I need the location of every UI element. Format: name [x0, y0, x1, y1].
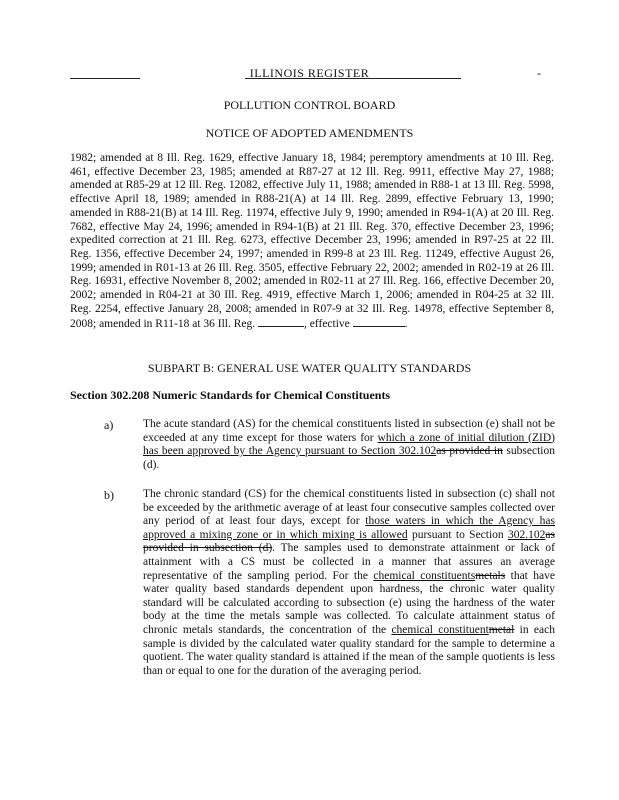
item-b-inserted-1: those waters in which the Agency has approved a mixing zone or in which mixing is allowed: [143, 515, 555, 541]
item-a-text: [143, 418, 555, 472]
subpart-heading: SUBPART B: GENERAL USE WATER QUALITY STANDARDS: [147, 361, 472, 375]
item-a-label: a): [104, 418, 114, 432]
item-b-inserted-3: chemical constituents: [373, 569, 476, 582]
item-b-deleted-1: as provided in subsection (d): [143, 528, 555, 555]
effective-date-blank: [353, 316, 405, 327]
item-b-text-4: that have water quality based standards dependent upon hardness, the chronic water quality standard will be calculated according to subsection (e) using the hardness of the water body at the time the metals sample was collected. To calculate attainment status of chronic metals standards, the concentration of the: [143, 569, 555, 636]
item-b-inserted-4: chemical constituent: [391, 623, 489, 636]
history-end-mark: .: [404, 318, 408, 331]
history-text: 1982; amended at 8 Ill. Reg. 1629, effective January 18, 1984; peremptory amendments at 10 Ill. Reg. 461, effective December 23, 1985; amended at R87-27 at 12 Ill. Reg. 9911, effective May 27, 1988; amended at R85-29 at 12 Ill. Reg. 12082, effective July 11, 1988; amended in R88-1 at 13 Ill. Reg. 5998, effective April 18, 1989; amended in R88-21(A) at 14 Ill. Reg. 2899, effective February 13, 1990; amended in R88-21(B) at 14 Ill. Reg. 11974, effective July 9, 1990; amended in R94-1(A) at 20 Ill. Reg. 7682, effective May 24, 1996; amended in R94-1(B) at 21 Ill. Reg. 370, effective December 23, 1996; expedited correction at 21 Ill. Reg. 6273, effective December 23, 1996; amended in R97-25 at 22 Ill. Reg. 1356, effective December 24, 1997; amended in R99-8 at 23 Ill. Reg. 11249, effective August 26, 1999; amended in R01-13 at 26 Ill. Reg. 3505, effective February 22, 2002; amended in R02-19 at 26 Ill. Reg. 16931, effective November 8, 2002; amended in R02-11 at 27 Ill. Reg. 166, effective December 20, 2002; amended in R04-21 at 30 Ill. Reg. 4919, effective March 1, 2006; amended in R04-25 at 32 Ill. Reg. 2254, effective January 28, 2008; amended in R07-9 at 32 Ill. Reg. 14978, effective September 8, 2008; amended in R11-18 at 36 Ill. Reg.: [70, 152, 554, 331]
section-heading: Section 302.208 Numeric Standards for Chemical Constituents: [70, 388, 391, 402]
reg-page-blank: [258, 316, 304, 327]
item-a-deleted-1: as provided in: [436, 445, 503, 458]
item-a-text-1: The acute standard (AS) for the chemical constituents listed in subsection (e) shall not be exceeded at any time except for those waters for: [143, 418, 555, 444]
item-b-text-1: The chronic standard (CS) for the chemical constituents listed in subsection (c) shall not be exceeded by the arithmetic average of at least four consecutive samples collected over any period of at least four days, except for: [143, 488, 555, 528]
item-b-text-3: . The samples used to demonstrate attainment or lack of attainment with a CS must be collected in a manner that assures an average representative of the sampling period. For the: [143, 542, 555, 582]
item-a-inserted-1: which a zone of initial dilution (ZID) has been approved by the Agency pursuant to Section 302.102: [143, 431, 555, 458]
item-b-inserted-2: 302.102: [508, 528, 546, 541]
item-b-deleted-3: metal: [488, 623, 515, 636]
item-b-text-2: pursuant to Section: [407, 528, 509, 541]
item-a-text-2: subsection (d).: [143, 445, 555, 471]
notice-title: NOTICE OF ADOPTED AMENDMENTS: [205, 126, 414, 140]
history-paragraph: [70, 152, 554, 332]
item-b-deleted-2: metals: [475, 569, 506, 582]
item-b-text: [143, 488, 555, 678]
corner-mark: -: [537, 66, 541, 80]
agency-name: POLLUTION CONTROL BOARD: [223, 98, 396, 112]
register-title: ILLINOIS REGISTER: [249, 66, 370, 80]
item-b-label: b): [104, 488, 114, 502]
effective-label: , effective: [304, 318, 350, 331]
item-b-text-5: in each sample is divided by the calculated water quality standard for the sample to determine a quotient. The water quality standard is attained if the mean of the sample quotients is less than or equal to one for the duration of the averaging period.: [143, 623, 555, 677]
